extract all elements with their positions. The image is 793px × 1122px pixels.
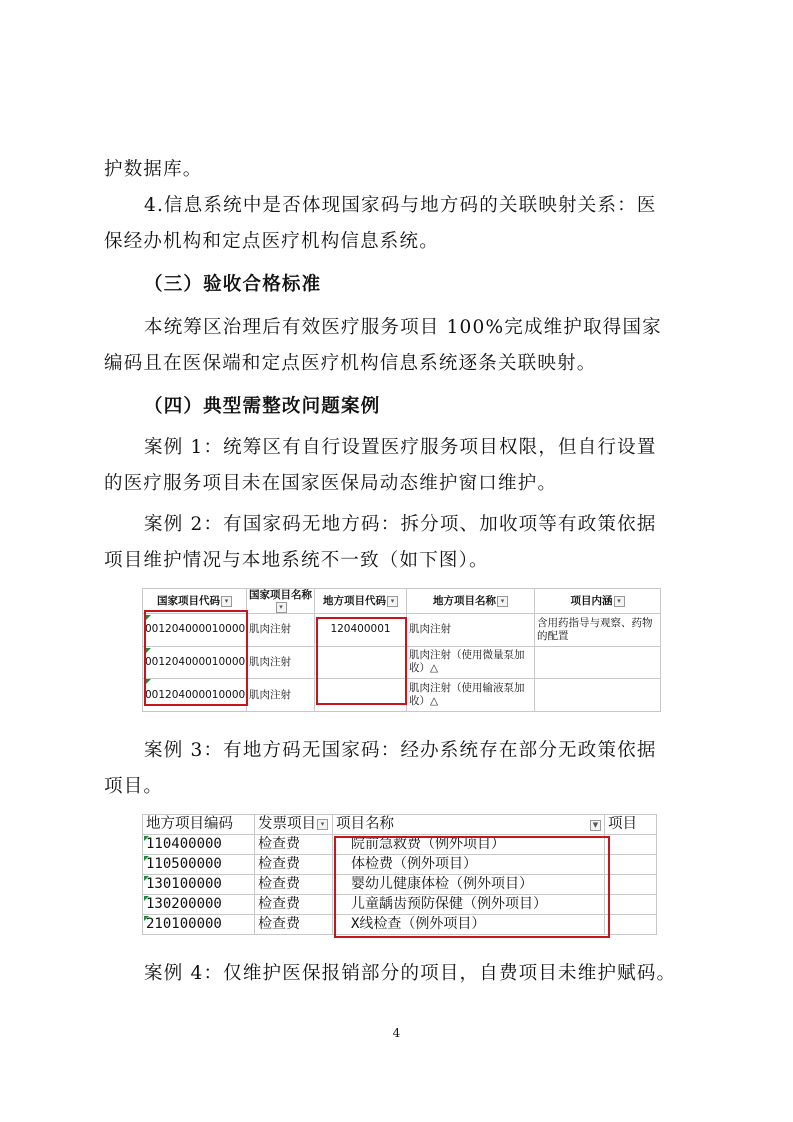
cell-marker-icon — [144, 836, 149, 841]
table-cell[interactable] — [605, 875, 657, 895]
table-cell[interactable] — [535, 646, 661, 679]
table-cell[interactable]: 检查费 — [255, 875, 333, 895]
paragraph-continuation: 护数据库。 — [104, 159, 203, 180]
table-cell[interactable]: 120400001 — [315, 614, 407, 647]
table-cell[interactable]: 肌肉注射 — [247, 646, 315, 679]
table-cell[interactable]: 含用药指导与观察、药物的配置 — [535, 614, 661, 647]
table-cell[interactable]: 001204000010000 — [143, 679, 247, 712]
table-cell[interactable]: 肌肉注射 — [247, 679, 315, 712]
column-header[interactable]: 地方项目代码 ▾ — [315, 589, 407, 614]
table-cell[interactable] — [535, 679, 661, 712]
section-heading-acceptance: （三）验收合格标准 — [144, 274, 322, 295]
table-cell[interactable]: 检查费 — [255, 835, 333, 855]
paragraph-case2-line1: 案例 2：有国家码无地方码：拆分项、加收项等有政策依据 — [144, 514, 657, 535]
filter-dropdown-icon[interactable]: ▾ — [387, 596, 398, 607]
table-cell[interactable]: 130200000 — [143, 895, 255, 915]
highlight-box-item-names — [334, 836, 610, 938]
table-header-row — [143, 815, 657, 835]
table-cell[interactable]: 肌肉注射（使用输液泵加收）△ — [407, 679, 535, 712]
table-cell[interactable]: 110400000 — [143, 835, 255, 855]
table-cell[interactable]: 体检费（例外项目） — [333, 855, 605, 875]
column-header[interactable]: 项目名称 ▼ — [333, 815, 605, 835]
table-cell[interactable]: 210100000 — [143, 915, 255, 935]
table-cell[interactable]: 检查费 — [255, 855, 333, 875]
paragraph-case2-line2: 项目维护情况与本地系统不一致（如下图）。 — [104, 550, 489, 571]
table-cell[interactable]: 肌肉注射 — [407, 614, 535, 647]
column-header[interactable]: 发票项目 ▾ — [255, 815, 333, 835]
filter-dropdown-icon[interactable]: ▾ — [221, 596, 232, 607]
cell-marker-icon — [144, 876, 149, 881]
paragraph-item-4-line1: 4.信息系统中是否体现国家码与地方码的关联映射关系：医 — [144, 195, 657, 216]
section-heading-cases: （四）典型需整改问题案例 — [144, 396, 381, 417]
column-header[interactable]: 国家项目代码 ▾ — [143, 589, 247, 614]
table-cell[interactable]: 婴幼儿健康体检（例外项目） — [333, 875, 605, 895]
table-cell[interactable]: X线检查（例外项目） — [333, 915, 605, 935]
table-cell[interactable]: 130100000 — [143, 875, 255, 895]
column-header[interactable]: 地方项目名称 ▾ — [407, 589, 535, 614]
filter-dropdown-icon[interactable]: ▾ — [276, 602, 287, 613]
paragraph-item-4-line2: 保经办机构和定点医疗机构信息系统。 — [104, 231, 439, 252]
page-number: 4 — [392, 1026, 401, 1040]
highlight-box-local-code — [316, 617, 407, 705]
table-cell[interactable] — [605, 835, 657, 855]
filter-dropdown-icon[interactable]: ▾ — [614, 596, 625, 607]
paragraph-case3-line2: 项目。 — [104, 776, 164, 797]
table-cell[interactable]: 110500000 — [143, 855, 255, 875]
table-cell[interactable]: 肌肉注射（使用微量泵加收）△ — [407, 646, 535, 679]
paragraph-case4: 案例 4：仅维护医保报销部分的项目，自费项目未维护赋码。 — [144, 963, 677, 984]
table-cell[interactable]: 001204000010000 — [143, 614, 247, 647]
table-cell[interactable]: 检查费 — [255, 915, 333, 935]
table-cell[interactable] — [605, 855, 657, 875]
column-header[interactable]: 地方项目编码 — [143, 815, 255, 835]
cell-marker-icon — [144, 856, 149, 861]
filter-dropdown-icon[interactable]: ▾ — [317, 819, 328, 830]
table-cell[interactable]: 检查费 — [255, 895, 333, 915]
cell-marker-icon — [144, 916, 149, 921]
table-cell[interactable] — [605, 895, 657, 915]
column-header[interactable]: 项目 — [605, 815, 657, 835]
cell-marker-icon — [144, 896, 149, 901]
table-cell[interactable]: 儿童龋齿预防保健（例外项目） — [333, 895, 605, 915]
paragraph-standard-line2: 编码且在医保端和定点医疗机构信息系统逐条关联映射。 — [104, 353, 597, 374]
table-cell[interactable] — [605, 915, 657, 935]
column-header[interactable]: 项目内涵 ▾ — [535, 589, 661, 614]
filter-dropdown-icon[interactable]: ▾ — [497, 596, 508, 607]
paragraph-case1-line1: 案例 1：统筹区有自行设置医疗服务项目权限，但自行设置 — [144, 437, 657, 458]
table-cell[interactable]: 001204000010000 — [143, 646, 247, 679]
paragraph-standard-line1: 本统筹区治理后有效医疗服务项目 100%完成维护取得国家 — [144, 317, 662, 338]
table-cell[interactable]: 肌肉注射 — [247, 614, 315, 647]
table-cell[interactable]: 院前急救费（例外项目） — [333, 835, 605, 855]
filter-active-icon[interactable]: ▼ — [590, 820, 601, 831]
highlight-box-national-code — [144, 610, 248, 706]
column-header[interactable]: 国家项目名称▾ — [247, 589, 315, 614]
paragraph-case1-line2: 的医疗服务项目未在国家医保局动态维护窗口维护。 — [104, 473, 558, 494]
paragraph-case3-line1: 案例 3：有地方码无国家码：经办系统存在部分无政策依据 — [144, 740, 657, 761]
